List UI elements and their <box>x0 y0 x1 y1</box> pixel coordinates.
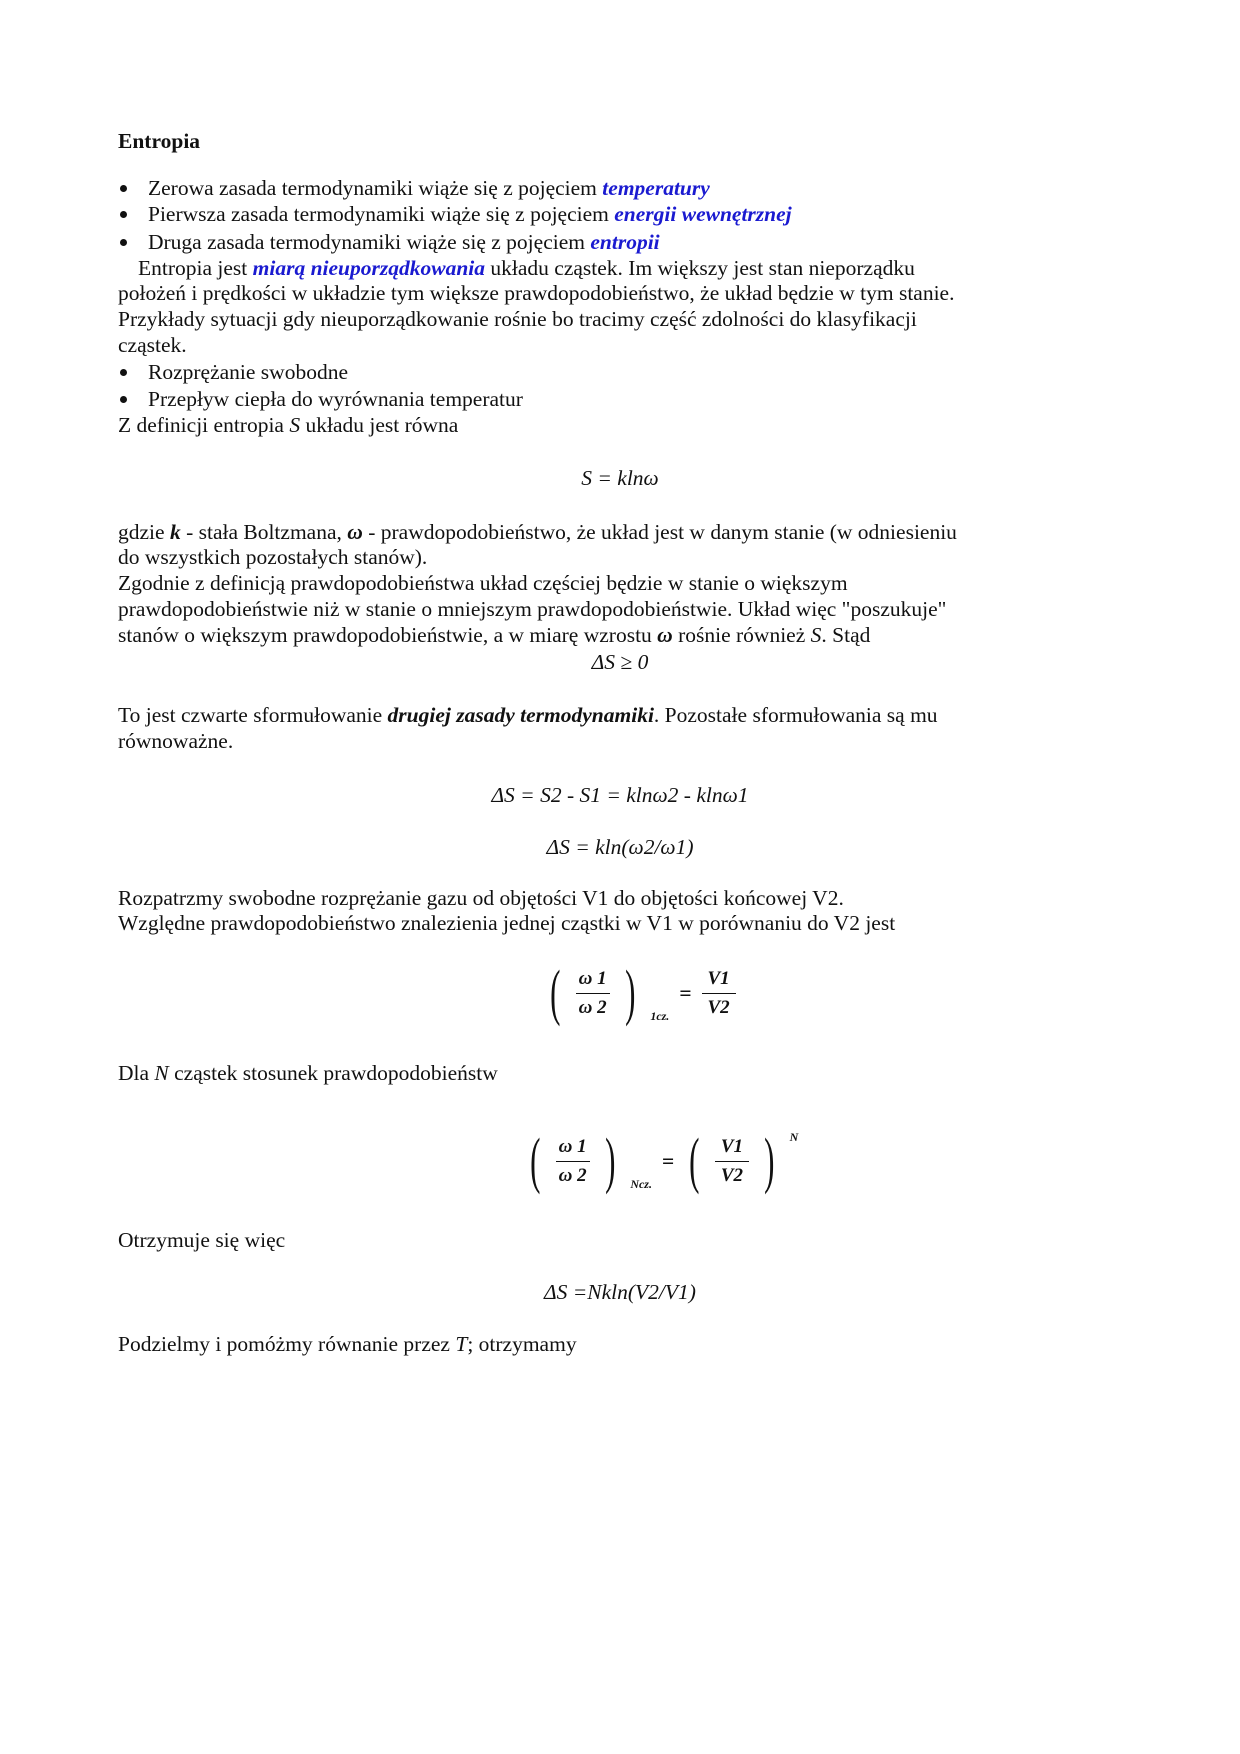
term-link: miarą nieuporządkowania <box>252 256 486 280</box>
paragraph-line: Przykłady sytuacji gdy nieuporządkowanie rośnie bo tracimy część zdolności do klasyfikacji <box>118 307 917 331</box>
equation-fraction: ( ω 1 ω 2 ) Ncz. = ( V1 V2 ) N <box>530 1127 799 1195</box>
paragraph-line: stanów o większym prawdopodobieństwie, a w miarę wzrostu ω rośnie również S. Stąd <box>118 623 871 647</box>
equation: ΔS =Nkln(V2/V1) <box>544 1280 696 1304</box>
paragraph-line: Rozpatrzmy swobodne rozprężanie gazu od objętości V1 do objętości końcowej V2. <box>118 886 844 910</box>
paragraph-line: Entropia jest miarą nieuporządkowania układu cząstek. Im większy jest stan nieporządku <box>138 256 915 280</box>
paragraph-line: gdzie k - stała Boltzmana, ω - prawdopodobieństwo, że układ jest w danym stanie (w odniesieniu <box>118 520 957 544</box>
term-link: temperatury <box>602 176 710 200</box>
equation-fraction: ( ω 1 ω 2 ) 1cz. = V1 V2 <box>545 962 736 1024</box>
paragraph-line: cząstek. <box>118 333 187 357</box>
equation: S = klnω <box>581 466 659 490</box>
term-link: entropii <box>590 230 660 254</box>
paragraph-line: Otrzymuje się więc <box>118 1228 286 1252</box>
equation: ΔS = kln(ω2/ω1) <box>546 835 694 859</box>
paragraph-line: równoważne. <box>118 729 234 753</box>
equation: ΔS = S2 - S1 = klnω2 - klnω1 <box>491 783 749 807</box>
paragraph-line: Względne prawdopodobieństwo znalezienia jednej cząstki w V1 w porównaniu do V2 jest <box>118 911 896 935</box>
list-item: Pierwsza zasada termodynamiki wiąże się z pojęciem energii wewnętrznej <box>118 201 792 227</box>
paragraph-line: Podzielmy i pomóżmy równanie przez T; otrzymamy <box>118 1332 577 1356</box>
list-item: Zerowa zasada termodynamiki wiąże się z pojęciem temperatury <box>118 175 710 201</box>
term-link: energii wewnętrznej <box>614 202 792 226</box>
list-item: Druga zasada termodynamiki wiąże się z pojęciem entropii <box>118 229 660 255</box>
paragraph-line: do wszystkich pozostałych stanów). <box>118 545 428 569</box>
paragraph-line: położeń i prędkości w układzie tym większe prawdopodobieństwo, że układ będzie w tym stanie. <box>118 281 955 305</box>
paragraph-line: prawdopodobieństwie niż w stanie o mniejszym prawdopodobieństwie. Układ więc "poszukuje" <box>118 597 947 621</box>
paragraph-line: Z definicji entropia S układu jest równa <box>118 413 459 437</box>
paragraph-line: To jest czwarte sformułowanie drugiej zasady termodynamiki. Pozostałe sformułowania są mu <box>118 703 938 727</box>
list-item: Przepływ ciepła do wyrównania temperatur <box>118 386 523 412</box>
paragraph-line: Dla N cząstek stosunek prawdopodobieństw <box>118 1061 498 1085</box>
equation: ΔS ≥ 0 <box>591 650 649 674</box>
page-title: Entropia <box>118 129 201 153</box>
paragraph-line: Zgodnie z definicją prawdopodobieństwa układ częściej będzie w stanie o większym <box>118 571 848 595</box>
list-item: Rozprężanie swobodne <box>118 359 348 385</box>
